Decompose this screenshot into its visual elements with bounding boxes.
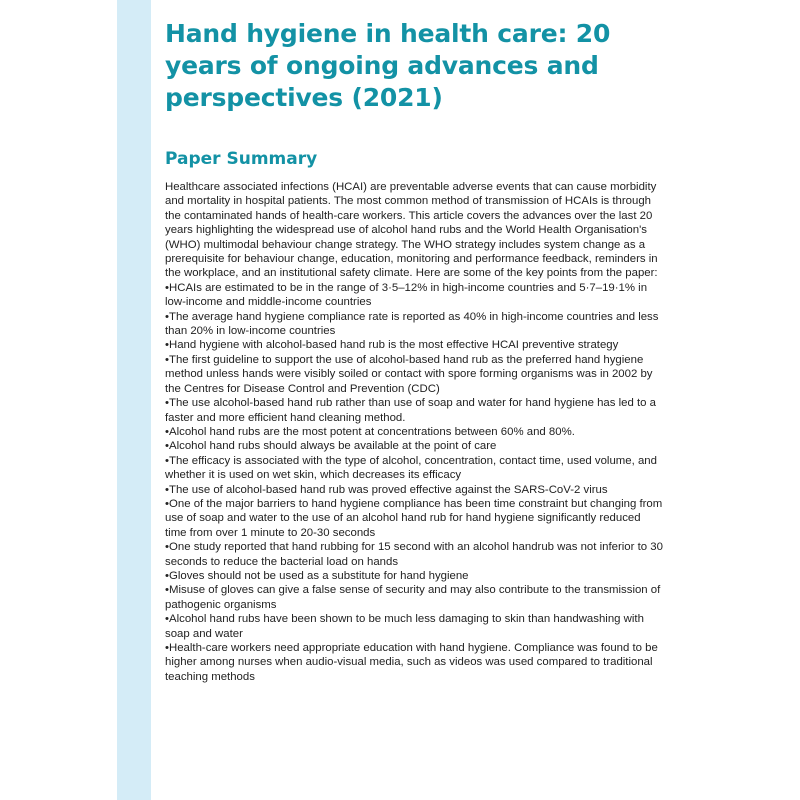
- key-point: • Hand hygiene with alcohol-based hand rub is the most effective HCAI preventive strategy: [165, 338, 663, 352]
- key-point: • The first guideline to support the use of alcohol-based hand rub as the preferred hand hygiene method unless hands were visibly soiled or contact with spore forming organisms was in 2002 by the Centres for Disease Control and Prevention (CDC): [165, 353, 663, 396]
- key-point: • Health-care workers need appropriate education with hand hygiene. Compliance was found to be higher among nurses when audio-visual media, such as videos was used compared to traditional teaching methods: [165, 641, 663, 684]
- key-point: • Alcohol hand rubs have been shown to be much less damaging to skin than handwashing with soap and water: [165, 612, 663, 641]
- key-point: • Alcohol hand rubs should always be available at the point of care: [165, 439, 663, 453]
- section-heading: Paper Summary: [165, 149, 318, 169]
- key-point: • Misuse of gloves can give a false sense of security and may also contribute to the transmission of pathogenic organisms: [165, 583, 663, 612]
- key-point: • One study reported that hand rubbing for 15 second with an alcohol handrub was not inferior to 30 seconds to reduce the bacterial load on hands: [165, 540, 663, 569]
- intro-paragraph: Healthcare associated infections (HCAI) are preventable adverse events that can cause morbidity and mortality in hospital patients. The most common method of transmission of HCAIs is through the contaminated hands of health-care workers. This article covers the advances over the last 20 years highlighting the widespread use of alcohol hand rubs and the World Health Organisation's (WHO) multimodal behaviour change strategy. The WHO strategy includes system change as a prerequisite for behaviour change, education, monitoring and performance feedback, reminders in the workplace, and an institutional safety climate. Here are some of the key points from the paper:: [165, 181, 658, 280]
- content-column: [165, 0, 663, 684]
- key-point: • The average hand hygiene compliance rate is reported as 40% in high-income countries and less than 20% in low-income countries: [165, 310, 663, 339]
- document-title: Hand hygiene in health care: 20 years of ongoing advances and perspectives (2021): [165, 19, 611, 112]
- side-band: [117, 0, 151, 800]
- key-point: • Gloves should not be used as a substitute for hand hygiene: [165, 569, 663, 583]
- key-points-list: [165, 281, 663, 684]
- key-point: • Alcohol hand rubs are the most potent at concentrations between 60% and 80%.: [165, 425, 663, 439]
- key-point: • The use of alcohol-based hand rub was proved effective against the SARS-CoV-2 virus: [165, 483, 663, 497]
- key-point: • The use alcohol-based hand rub rather than use of soap and water for hand hygiene has led to a faster and more efficient hand cleaning method.: [165, 396, 663, 425]
- key-point: • The efficacy is associated with the type of alcohol, concentration, contact time, used volume, and whether it is used on wet skin, which decreases its efficacy: [165, 454, 663, 483]
- key-point: • HCAIs are estimated to be in the range of 3·5–12% in high-income countries and 5·7–19·1% in low-income and middle-income countries: [165, 281, 663, 310]
- key-point: • One of the major barriers to hand hygiene compliance has been time constraint but changing from use of soap and water to the use of an alcohol hand rub for hand hygiene significantly reduced time from over 1 minute to 20-30 seconds: [165, 497, 663, 540]
